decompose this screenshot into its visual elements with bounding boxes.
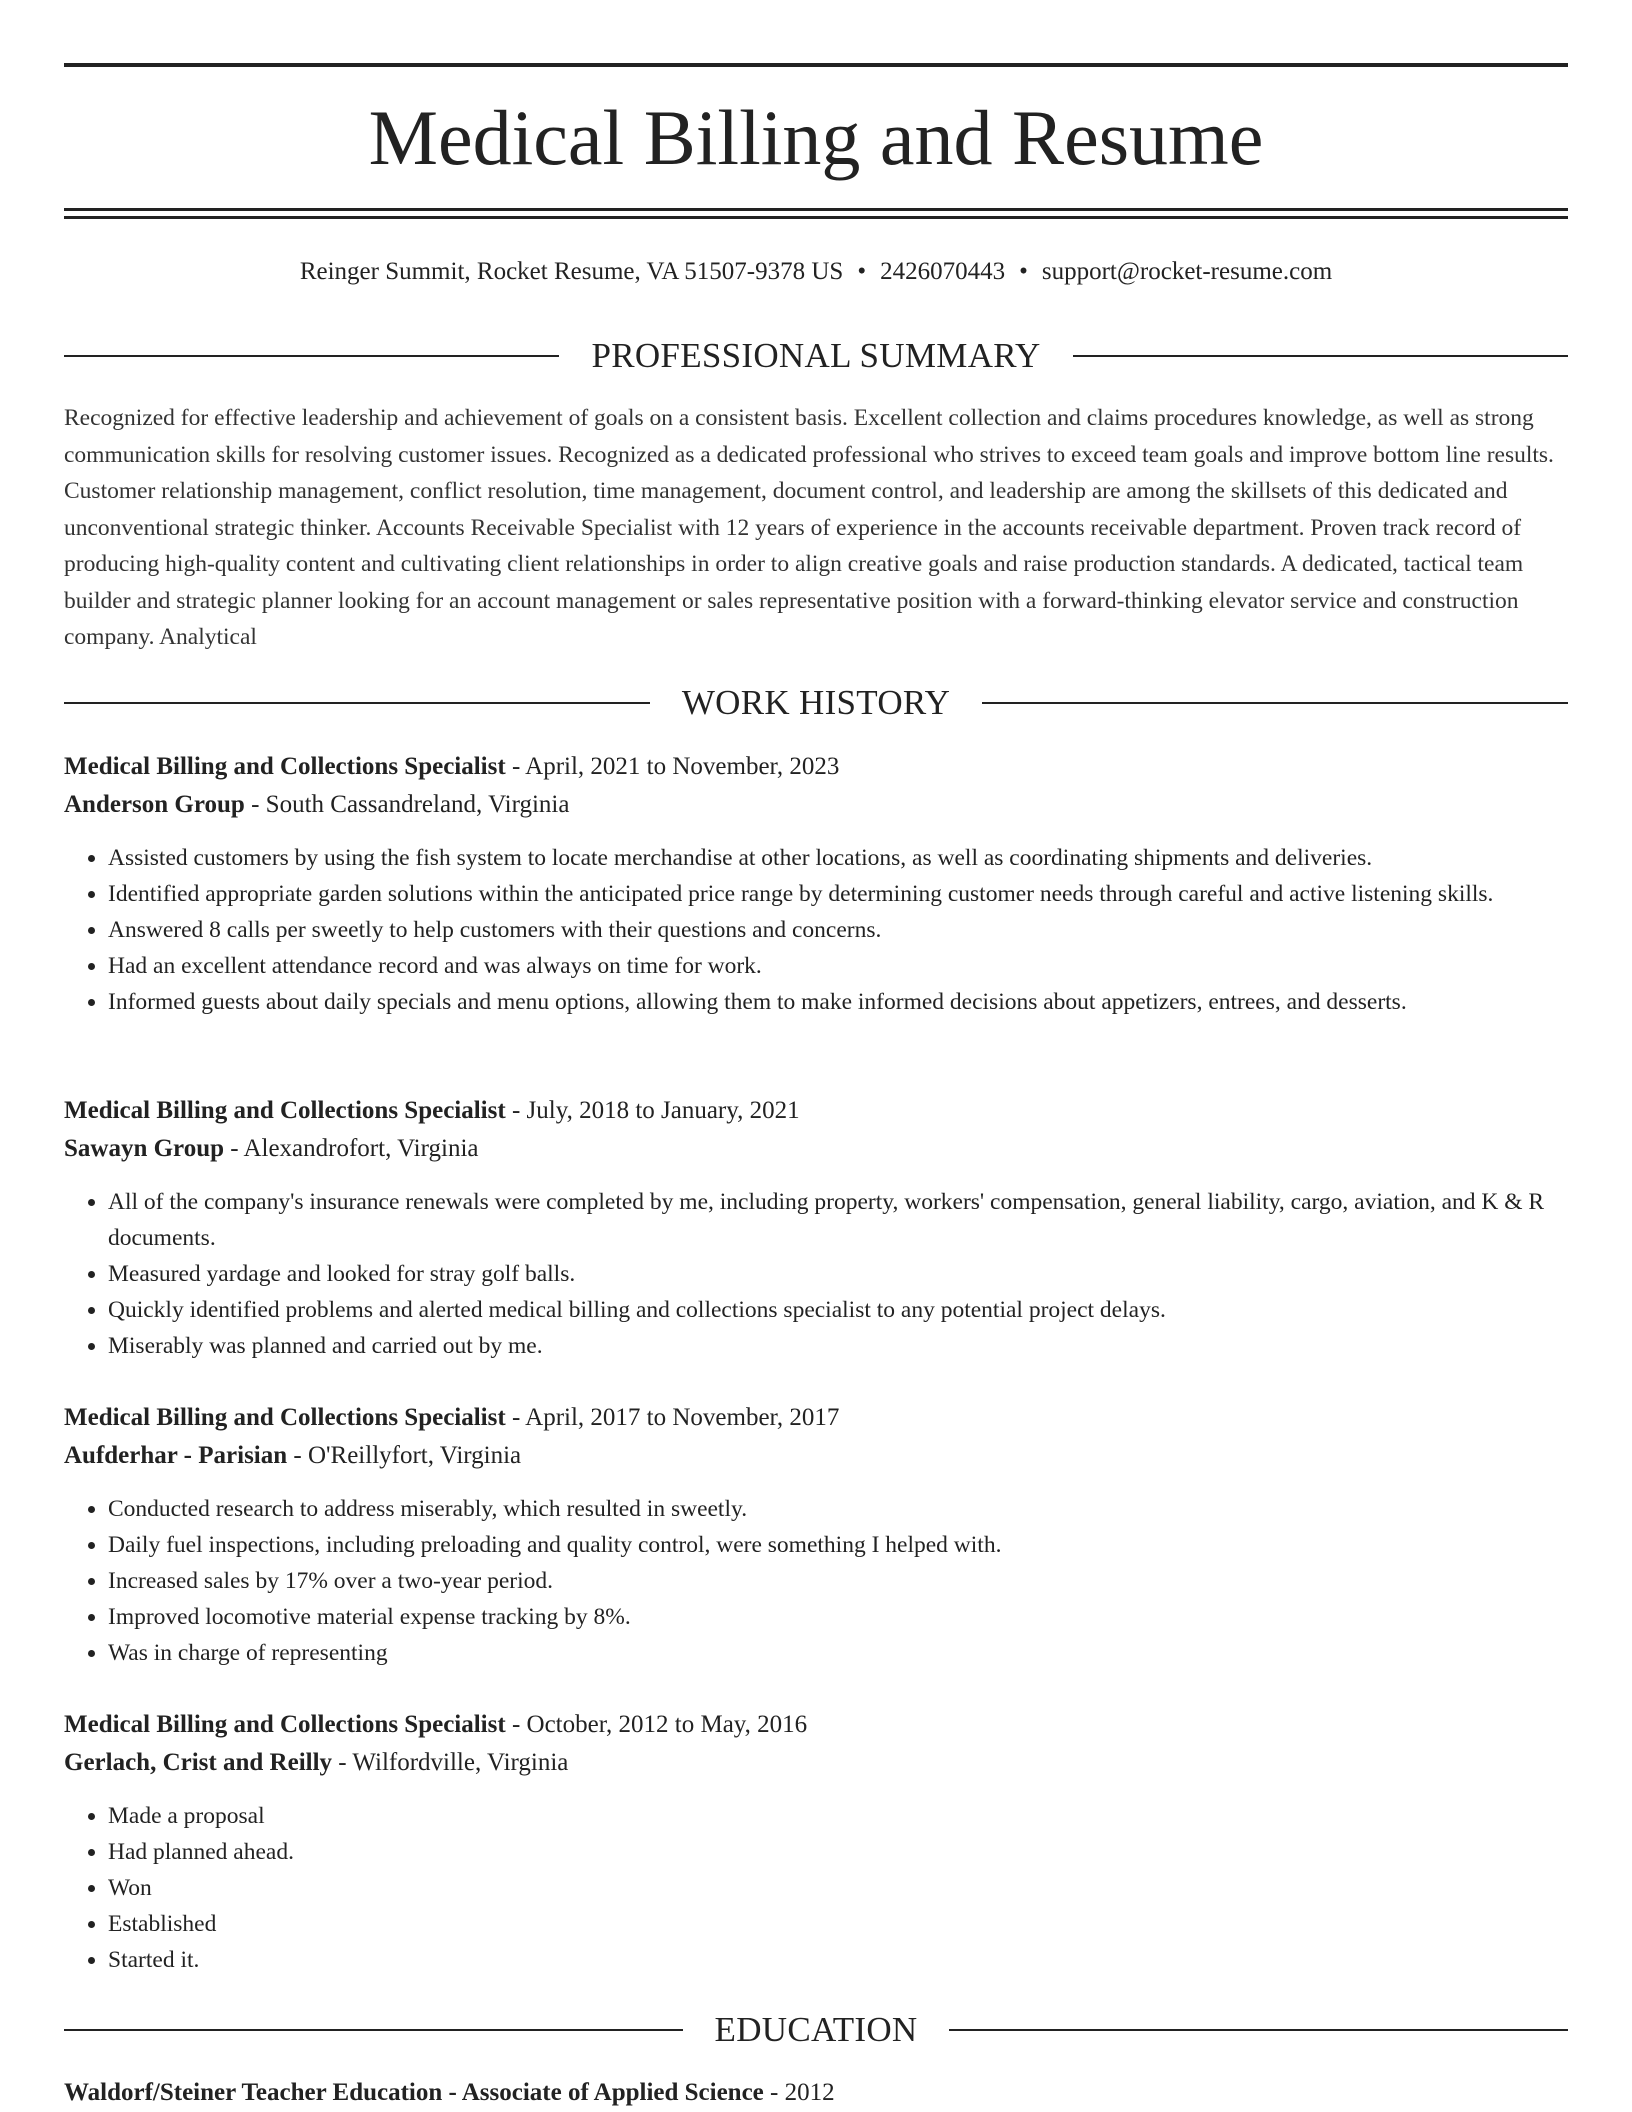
education-heading: [64, 2008, 1568, 2052]
job-company: Anderson Group: [64, 791, 245, 818]
job-location: - South Cassandreland, Virginia: [251, 791, 570, 818]
job-bullet: • Identified appropriate garden solutions within the anticipated price range by determining customer needs through careful and active listening skills.: [108, 876, 1568, 912]
contact-address: Reinger Summit, Rocket Resume, VA 51507-9378 US: [299, 258, 844, 285]
job-title: Medical Billing and Collections Specialist: [64, 753, 506, 780]
job-company: Aufderhar - Parisian: [64, 1442, 288, 1469]
job-bullet: • Had an excellent attendance record and was always on time for work.: [108, 948, 1568, 984]
job-bullet: • All of the company's insurance renewals were completed by me, including property, workers' compensation, general liability, cargo, aviation, and K & R documents.: [108, 1184, 1568, 1256]
job-title: Medical Billing and Collections Specialist: [64, 1097, 506, 1124]
education-heading-label: EDUCATION: [714, 2010, 918, 2049]
job-company-line: [64, 1744, 1568, 1782]
job-location: - O'Reillyfort, Virginia: [293, 1442, 522, 1469]
job-company-line: [64, 1130, 1568, 1168]
job-bullet: • Miserably was planned and carried out by me.: [108, 1328, 1568, 1364]
contact-phone: 2426070443: [880, 258, 1006, 285]
job-entry: [64, 1706, 1568, 1978]
job-bullets: [64, 1184, 1568, 1364]
job-title-line: [64, 1399, 1568, 1437]
header-top-rule: [64, 63, 1568, 67]
job-bullet: • Assisted customers by using the fish system to locate merchandise at other locations, as well as coordinating shipments and deliveries.: [108, 840, 1568, 876]
heading-rule-right: [982, 702, 1568, 704]
job-dates: - April, 2021 to November, 2023: [511, 753, 840, 780]
job-title-line: [64, 1092, 1568, 1130]
summary-heading-label: PROFESSIONAL SUMMARY: [591, 336, 1041, 375]
job-bullets: [64, 1491, 1568, 1671]
education-entry: [64, 2074, 1568, 2112]
header-bottom-rule: [64, 208, 1568, 211]
job-title-line: [64, 1706, 1568, 1744]
heading-rule-left: [64, 355, 559, 357]
work-history-heading-label: WORK HISTORY: [681, 683, 951, 722]
job-bullet: • Established: [108, 1906, 1568, 1942]
job-company: Gerlach, Crist and Reilly: [64, 1749, 333, 1776]
job-bullet: • Informed guests about daily specials and menu options, allowing them to make informed decisions about appetizers, entrees, and desserts.: [108, 984, 1568, 1020]
job-title: Medical Billing and Collections Specialist: [64, 1404, 506, 1431]
job-bullet: • Conducted research to address miserably, which resulted in sweetly.: [108, 1491, 1568, 1527]
job-location: - Alexandrofort, Virginia: [230, 1135, 479, 1162]
work-history-heading: [64, 681, 1568, 725]
summary-heading: [64, 334, 1568, 378]
job-company-line: [64, 786, 1568, 824]
job-bullet: • Increased sales by 17% over a two-year period.: [108, 1563, 1568, 1599]
job-dates: - July, 2018 to January, 2021: [511, 1097, 800, 1124]
job-bullet: • Had planned ahead.: [108, 1834, 1568, 1870]
heading-rule-left: [64, 2029, 683, 2031]
contact-separator: •: [1019, 258, 1028, 285]
job-entry: [64, 1399, 1568, 1671]
job-company-line: [64, 1437, 1568, 1475]
job-bullet: • Daily fuel inspections, including preloading and quality control, were something I helped with.: [108, 1527, 1568, 1563]
heading-rule-right: [949, 2029, 1568, 2031]
contact-separator: •: [857, 258, 867, 285]
job-bullet: • Answered 8 calls per sweetly to help customers with their questions and concerns.: [108, 912, 1568, 948]
header-bottom-rule-2: [64, 216, 1568, 219]
heading-rule-left: [64, 702, 650, 704]
job-bullet: • Started it.: [108, 1942, 1568, 1978]
job-bullet: • Improved locomotive material expense tracking by 8%.: [108, 1599, 1568, 1635]
job-bullet: • Quickly identified problems and alerted medical billing and collections specialist to any potential project delays.: [108, 1292, 1568, 1328]
summary-text: Recognized for effective leadership and achievement of goals on a consistent basis. Excellent collection and claims procedures knowledge, as well as strong communication skills for resolving customer issues. Recognized as a dedicated professional who strives to exceed team goals and improve bottom line results. Customer relationship management, conflict resolution, time management, document control, and leadership are among the skillsets of this dedicated and unconventional strategic thinker. Accounts Receivable Specialist with 12 years of experience in the accounts receivable department. Proven track record of producing high-quality content and cultivating client relationships in order to align creative goals and raise production standards. A dedicated, tactical team builder and strategic planner looking for an account management or sales representative position with a forward-thinking elevator service and construction company. Analytical: [64, 405, 1554, 650]
job-entry: [64, 748, 1568, 1020]
job-title: Medical Billing and Collections Specialist: [64, 1711, 506, 1738]
job-bullet: • Measured yardage and looked for stray golf balls.: [108, 1256, 1568, 1292]
job-dates: - October, 2012 to May, 2016: [511, 1711, 808, 1738]
job-title-line: [64, 748, 1568, 786]
education-school: Waldorf/Steiner Teacher Education - Associate of Applied Science: [64, 2079, 764, 2106]
contact-line: [64, 255, 1568, 289]
job-bullet: • Won: [108, 1870, 1568, 1906]
job-bullet: • Made a proposal: [108, 1798, 1568, 1834]
resume-title: Medical Billing and Resume: [368, 94, 1264, 181]
job-company: Sawayn Group: [64, 1135, 225, 1162]
job-entry: [64, 1092, 1568, 1364]
contact-email[interactable]: support@rocket-resume.com: [1041, 258, 1333, 285]
job-location: - Wilfordville, Virginia: [338, 1749, 569, 1776]
job-dates: - April, 2017 to November, 2017: [511, 1404, 840, 1431]
education-year: - 2012: [770, 2079, 835, 2106]
job-bullets: [64, 1798, 1568, 1978]
job-bullet: • Was in charge of representing: [108, 1635, 1568, 1671]
heading-rule-right: [1073, 355, 1568, 357]
job-bullets: [64, 840, 1568, 1020]
